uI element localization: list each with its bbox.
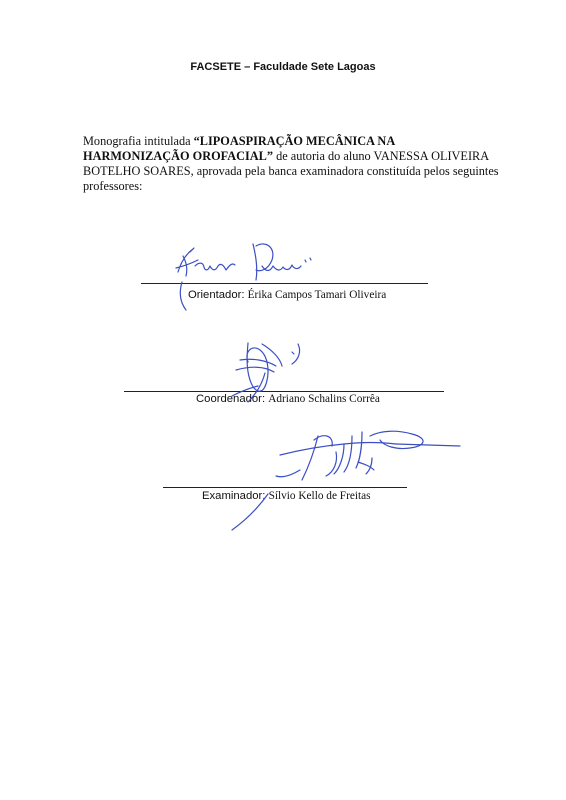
institution-header: FACSETE – Faculdade Sete Lagoas bbox=[190, 61, 376, 73]
coordenador-role: Coordenador: bbox=[196, 393, 269, 405]
examinador-handwritten-signature bbox=[232, 431, 460, 530]
examinador-name: Sílvio Kello de Freitas bbox=[268, 490, 371, 502]
orientador-handwritten-signature bbox=[176, 244, 311, 310]
approval-text-rest: de autoria do aluno VANESSA OLIVEIRA BOTELHO SOARES, aprovada pela banca examinadora constituída pelos seguintes professores: bbox=[83, 149, 499, 193]
coordenador-name: Adriano Schalins Corrêa bbox=[268, 393, 380, 405]
orientador-role: Orientador: bbox=[188, 289, 248, 301]
thesis-title: “LIPOASPIRAÇÃO MECÂNICA NA HARMONIZAÇÃO OROFACIAL” bbox=[83, 134, 395, 163]
orientador-name: Érika Campos Tamari Oliveira bbox=[247, 289, 387, 301]
coordenador-handwritten-signature bbox=[232, 343, 300, 402]
examinador-role: Examinador: bbox=[202, 490, 269, 502]
approval-text-lead: Monografia intitulada bbox=[83, 134, 194, 148]
